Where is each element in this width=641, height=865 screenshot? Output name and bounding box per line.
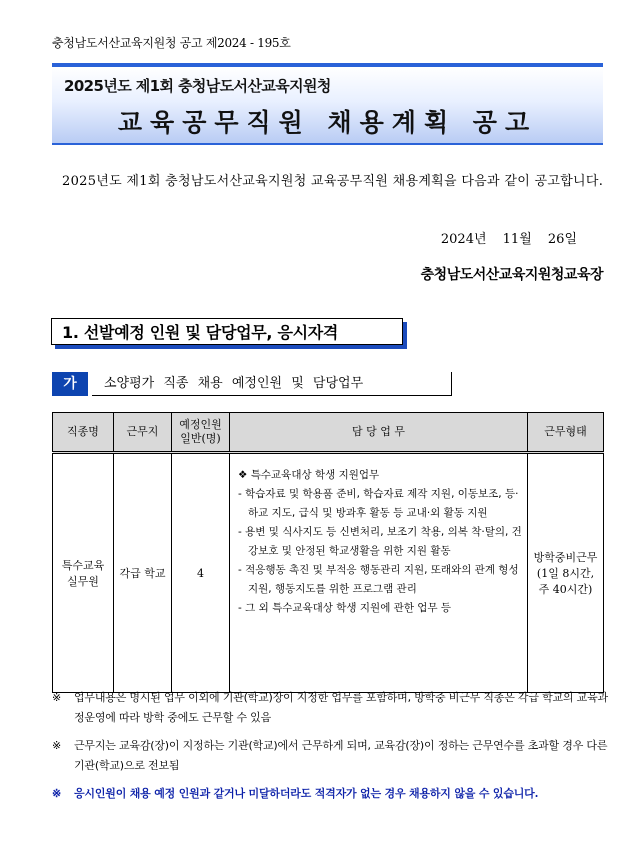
announcement-date: 2024년 11월 26일 [440, 232, 577, 247]
header-duty: 담 당 업 무 [230, 413, 528, 453]
signatory: 충청남도서산교육지원청교육장 [420, 267, 603, 283]
type-line3: 주 40시간) [538, 583, 593, 596]
duty-item: - 학습자료 및 학용품 준비, 학습자료 제작 지원, 이동보조, 등·하교 지도, 급식 및 방과후 활동 등 교내·외 활동 지원 [238, 488, 519, 519]
title-banner [52, 63, 603, 145]
note-item [52, 688, 608, 728]
header-count-line1: 예정인원 [179, 418, 222, 431]
duty-item: - 적응행동 촉진 및 부적응 행동관리 지원, 또래와의 관계 형성 지원, 행동지도를 위한 프로그램 관리 [238, 564, 519, 595]
note-item-emphasis [52, 784, 608, 804]
intro-paragraph: 2025년도 제1회 충청남도서산교육지원청 교육공무직원 채용계획을 다음과 같이 공고합니다. [62, 174, 604, 189]
job-line2: 실무원 [67, 575, 99, 588]
title-subtitle: 2025년도 제1회 충청남도서산교육지원청 [64, 77, 331, 95]
subsection-title: 소양평가 직종 채용 예정인원 및 담당업무 [92, 372, 452, 396]
table-row [53, 453, 604, 693]
subsection-badge: 가 [52, 372, 88, 396]
note-item [52, 736, 608, 776]
note-mark: ※ [52, 691, 62, 704]
header-place: 근무지 [114, 413, 172, 453]
job-line1: 특수교육 [61, 559, 105, 572]
header-type: 근무형태 [528, 413, 604, 453]
duty-item: - 용변 및 식사지도 등 신변처리, 보조기 착용, 의복 착·탈의, 건강보호 및 안정된 학교생활을 위한 지원 활동 [238, 526, 522, 557]
cell-place: 각급 학교 [114, 453, 172, 693]
notes-list [52, 688, 608, 812]
header-count-line2: 일반(명) [180, 432, 221, 445]
cell-type [528, 453, 604, 693]
page-title: 교육공무직원 채용계획 공고 [117, 108, 538, 137]
note-text: 업무내용은 명시된 업무 이외에 기관(학교)장이 지정한 업무를 포함하며, 방학중 비근무 직종은 각급 학교의 교육과정운영에 따라 방학 중에도 근무할 수 있음 [74, 691, 608, 724]
note-text: 응시인원이 채용 예정 인원과 같거나 미달하더라도 적격자가 없는 경우 채용하지 않을 수 있습니다. [74, 787, 539, 800]
cell-duty [230, 453, 528, 693]
header-job: 직종명 [53, 413, 114, 453]
note-mark: ※ [52, 787, 62, 800]
note-text: 근무지는 교육감(장)이 지정하는 기관(학교)에서 근무하게 되며, 교육감(장)이 정하는 근무연수를 초과할 경우 다른 기관(학교)으로 전보됨 [74, 739, 608, 772]
table-header-row [53, 413, 604, 453]
section-heading: 1. 선발예정 인원 및 담당업무, 응시자격 [51, 318, 403, 345]
recruitment-table [52, 412, 604, 693]
note-mark: ※ [52, 739, 62, 752]
notice-number: 충청남도서산교육지원청 공고 제2024 - 195호 [52, 36, 291, 50]
cell-job [53, 453, 114, 693]
type-line1: 방학중비근무 [533, 551, 598, 564]
duty-heading: ❖ 특수교육대상 학생 지원업무 [238, 469, 380, 481]
duty-item: - 그 외 특수교육대상 학생 지원에 관한 업무 등 [238, 602, 452, 614]
header-count [172, 413, 230, 453]
type-line2: (1일 8시간, [536, 567, 595, 580]
cell-count: 4 [172, 453, 230, 693]
